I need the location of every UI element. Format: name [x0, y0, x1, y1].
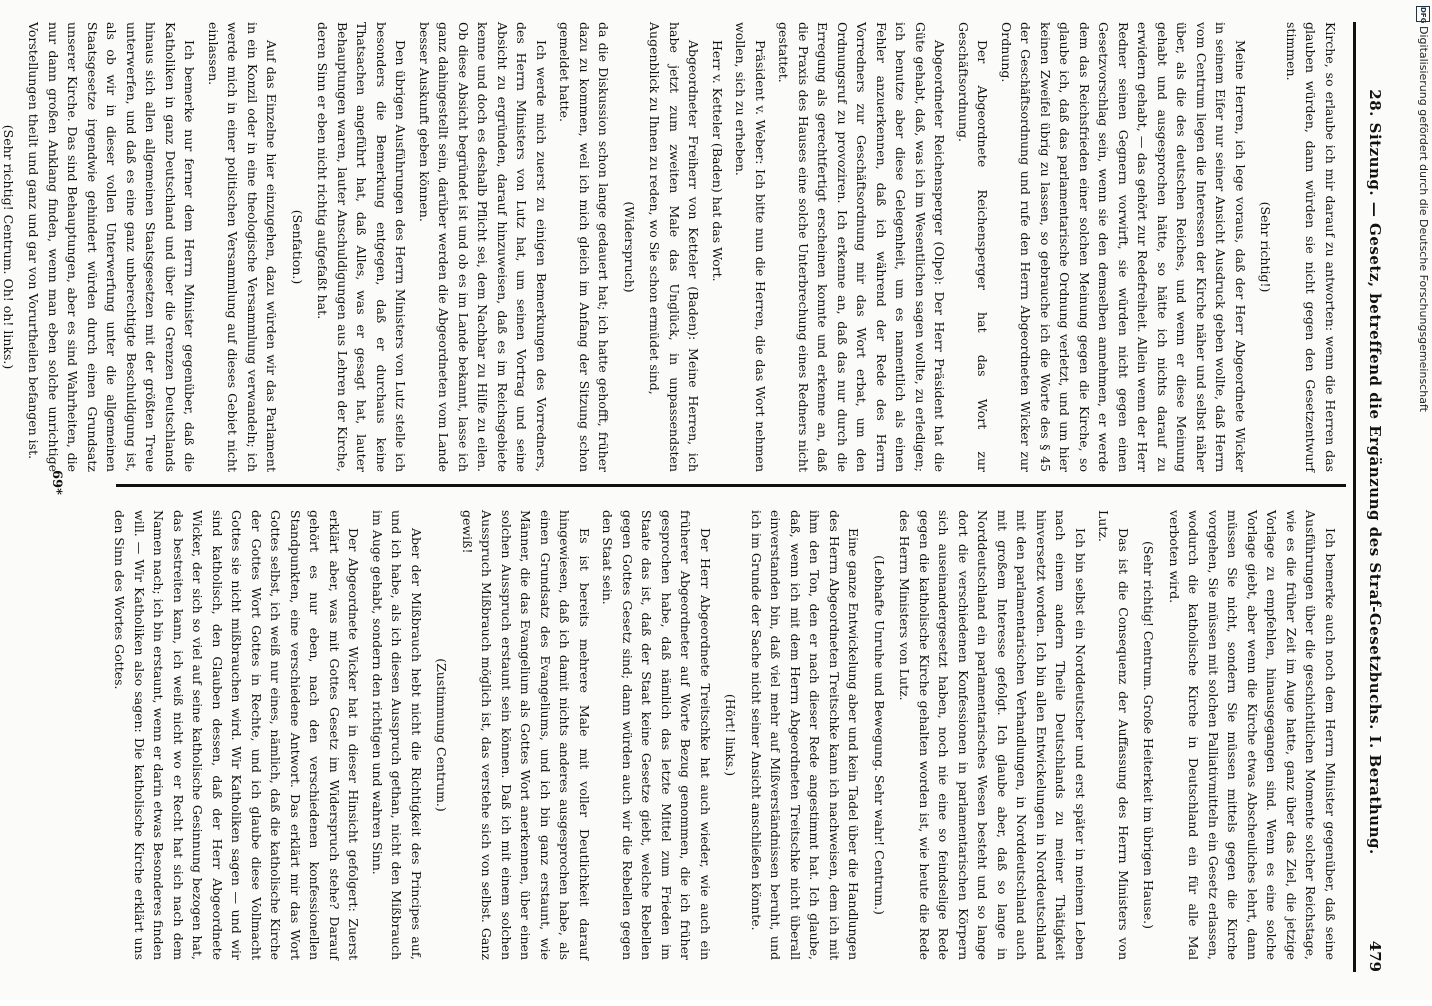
- paragraph: Eine ganze Entwickelung aber und kein Tadel über die Handlungen des Herrn Abgeordneten Treitschke kann ich nachweisen, dem ich mit ihm den Ton, den er nach dieser Rede angestimmt hat. Ich glaube, daß, wenn ich mit dem Herrn Abgeordneten Treitschke nicht überall einverstanden bin, daß viel mehr auf Mißverständnissen beruht, und ich im Grunde der Sache nicht seiner Ansicht anschließen könnte.: [749, 510, 862, 960]
- digitization-notice: Digitalisierung gefördert durch die Deutsche Forschungsgemeinschaft: [1417, 26, 1430, 412]
- interjection: (Zustimmung Centrum.): [434, 658, 450, 812]
- paragraph: Auf das Einzelne hier einzugehen, dazu würden wir das Parlament in ein Konzil oder in eine theologische Versammlung verwandeln; ich werde mich in einer politischen Versammlung auf dieses Gebiet nicht einlassen.: [206, 22, 280, 472]
- interjection: (Senfation.): [290, 209, 305, 285]
- interjection: (Hört! links.): [723, 693, 739, 777]
- interjection: (Lebhafte Unruhe und Bewegung. Sehr wahr! Centrum.): [872, 555, 887, 915]
- footer-signature-number: 69*: [49, 470, 64, 495]
- paragraph: Es ist bereits mehrere Male mit voller Deutlichkeit darauf hingewiesen, daß ich damit nichts anderes ausgesprochen habe, als einen Grundsatz des Evangeliums, und ich bin ganz erstaunt, wie Männer, die das Evangelium als Gottes Wort anerkennen, über einen solchen Ausspruch erstaunt sein können. Daß ich mit einem solchen Ausspruch Mißbrauch möglich ist, das verstehe sich von selbst. Ganz gewiß!: [460, 510, 592, 960]
- paragraph: Aber der Mißbrauch hebt nicht die Richtigkeit des Principes auf, und ich habe, als ich diesen Ausspruch gethan, nicht den Mißbrauch im Auge gehabt, sondern den richtigen und wahren Sinn.: [370, 510, 424, 960]
- paragraph: Meine Herren, ich lege voraus, daß der Herr Abgeordnete Wicker in seinem Eifer nur seiner Ansicht Ausdruck geben wollte, daß Herrn vom Centrum liegen die Interessen der Kirche näher und selbst näher über, als die des deutschen Reiches, und wenn er diese Meinung gehabt und ausgesprochen hätte, so hätte ich nichts darauf zu erwidern gehabt, — das gehört zur Redefreiheit. Allein wenn der Herr Redner seinen Gegnern vorwirft, sie würden nicht gegen einen Gesetzvorschlag sein, wenn sie den demselben annehmen, er werde dem das Reichsfrieden einer solchen Meinung gegen die Kirche, so glaube ich, daß das parlamentarische Ordnung verletzt, und um hier keinen Zweifel übrig zu lassen, so gebrauche ich die Worte des § 45 der Geschäftsordnung und rufe den Herrn Abgeordneten Wicker zur Ordnung.: [999, 22, 1248, 472]
- paragraph: Den übrigen Ausführungen des Herrn Ministers von Lutz stelle ich besonders die Bemerkung entgegen, daß er durchaus keine Thatsachen angeführt hat, daß Alles, was er gesagt hat, lauter Behauptungen waren, lauter Anschuldigungen aus Lehren der Kirche, deren Sinn er eben nicht richtig aufgefaßt hat.: [315, 22, 409, 472]
- paragraph: Ich werde mich zuerst zu einigen Bemerkungen des Vorredners, des Herrn Ministers von Lutz hat, um seinen Vortrag und seine Absicht zu ergründen, darauf hinzuweisen, daß es im Reichsgebiete kenne und doch es deshalb Pflicht sei, dem Nachbar zu Hilfe zu eilen. Ob diese Absicht begründet ist und ob es im Lande bekannt, lasse ich ganz dahingestellt sein, darüber werden die Abgeordneten vom Lande besser Auskunft geben können.: [417, 22, 549, 472]
- column-divider: [116, 484, 1346, 487]
- page-number: 479: [1366, 940, 1384, 972]
- paragraph: Der Abgeordnete Reichensperger hat das Wort zur Geschäftsordnung.: [956, 22, 991, 472]
- paragraph: Herr v. Ketteler (Baden) hat das Wort.: [710, 40, 725, 282]
- paragraph: Abgeordneter Reichensperger (Olpe): Der Herr Präsident hat die Güte gehabt, daß, was ich im Wesentlichen sagen wollte, zu erledigen; ich benutze aber diese Gelegenheit, um es namentlich als einen Fehler anzuerkennen, daß ich während der Rede des Herrn Vorredners zur Geschäftsordnung mir das Wort erbat, um den Ordnungsruf zu provoziren. Ich erkenne an, daß das nur durch die Erregung als gerechtfertigt erscheinen konnte und erkenne an, daß die Praxis des Hauses eine solche Unterbrechung eines Redners nicht gestattet.: [776, 22, 948, 472]
- running-header: [1360, 22, 1392, 972]
- interjection: (Sehr richtig! Centrum. Große Heiterkeit im übrigen Hause.): [1141, 541, 1157, 929]
- paragraph: Das ist die Consequenz der Auffassung des Herrn Ministers von Lutz.: [1096, 510, 1131, 960]
- paragraph: Ich bemerke auch noch dem Herrn Minister gegenüber, daß seine Ausführungen über die geschichtlichen Momente solcher Reichstage, wie es die früher Zeit im Auge hatte, ganz über das Ziel, die jetzige Vorlage zu empfehlen, hinausgegangen sind. Wenn es eine solche Vorlage giebt, aber wenn die Kirche etwas Abscheuliches lehrt, dann müssen Sie nicht, sondern Sie müssen mittels gegen die Kirche vorgehen, Sie müssen mit solchen Palliativmitteln ein Gesetz erlassen, wodurch die katholische Kirche in Deutschland ein für alle Mal verboten wird.: [1167, 510, 1338, 960]
- left-column: [0, 22, 1340, 472]
- interjection: (Sehr richtig!): [1258, 201, 1274, 293]
- paragraph: Der Herr Abgeordnete Treitschke hat auch wieder, wie auch ein früherer Abgeordneter auf Worte Bezug genommen, die ich früher gesprochen habe, daß nämlich das letzte Mittel zum Frieden im Staate das ist, daß der Staat keine Gesetze giebt, welche Rebellen gegen Gottes Gesetz sind; dann würden auch wir die Rebellen gegen den Staat sein.: [600, 510, 713, 960]
- header-title: 28. Sitzung. — Gesetz, betreffend die Ergänzung des Straf-Gesetzbuchs. I. Berathung.: [1366, 89, 1384, 855]
- paragraph: Ich bemerke nur ferner dem Herrn Minister gegenüber, daß die Katholiken in ganz Deutschland und über die Grenzen Deutschlands hinaus sich allen allgemeinen Staatsgesetzen mit der größten Treue unterwerfen, und daß es eine ganz unberechtigte Beschuldigung ist, als ob wir in dieser vollen Unterwerfung unter die allgemeinen Staatsgesetze irgendwie gehindert würden durch einen Grundsatz unserer Kirche. Das sind Behauptungen, aber es sind Wahrheiten, die nur dann großen Anklang finden, wenn man eben solche unrichtige Vorstellungen theilt und ganz und gar von Vorurtheilen befangen ist.: [26, 22, 198, 472]
- dfg-logo-icon: DFG: [1416, 6, 1430, 22]
- paragraph: Präsident v. Weber: Ich bitte nun die Herren, die das Wort nehmen wollen, sich zu erheben.: [733, 22, 768, 472]
- digitization-strip: [1414, 6, 1432, 1006]
- paragraph: Kirche, so erlaube ich mir darauf zu antworten: wenn die Herren das glauben würden, dann würden sie nicht gegen den Gesetzentwurf stimmen.: [1284, 22, 1338, 472]
- right-column: [106, 510, 1340, 960]
- header-rule: [1353, 22, 1356, 972]
- paragraph: da die Diskussion schon lange gedauert hat; ich hatte gehofft, früher dazu zu kommen, weil ich mich gleich im Anfang der Sitzung schon gemeldet hatte.: [557, 22, 612, 472]
- paragraph: Der Abgeordnete Wicker hat in dieser Hinsicht gefolgert: Zuerst erklärt aber, was mit Gottes Gesetz im Widerspruch stehe? Darauf gehört es nur eben, nach den verschiedenen konfessionellen Standpunkten, eine verschiedene Antwort. Das erklärt mir das Wort Gottes selbst, ich weiß nur eines, nämlich, daß die katholische Kirche der Gottes Wort Gottes in Rechte, und ich glaube diese Vollmacht Gottes sie nicht mißbrauchen wird. Wir Katholiken sagen — und wir sind katholisch, den Glauben dessen, daß der Herr Abgeordnete Wicker, der sich so viel auf seine katholische Gesinnung bezogen hat, das bestreiten kann, ich weiß nicht wo er Recht hat sich nach dem Namen nach; ich bin erstaunt, wenn er darin etwas Besonderes finden will. — Wir Katholiken also sagen: Die katholische Kirche erklärt uns den Sinn des Wortes Gottes.: [112, 510, 362, 960]
- interjection: (Sehr richtig! Centrum. Oh! oh! links.): [1, 124, 16, 370]
- paragraph: Abgeordneter Freiherr von Ketteler (Baden): Meine Herren, ich habe jetzt zum zweiten Male das Unglück, in unpassendsten Augenblick zu Ihnen zu reden, wo Sie schon ermüdet sind,: [647, 22, 702, 472]
- paragraph: Ich bin selbst ein Norddeutscher und erst später in meinem Leben nach einem andern Theile Deutschlands zu meiner Thätigkeit hinversetzt worden. Ich bin allen Entwickelungen in Norddeutschland mit den parlamentarischen Verhandlungen, in Norddeutschland auch mit großem Interesse gefolgt. Ich glaube aber, daß so lange in Norddeutschland ein parlamentarisches Wesen besteht und so lange dort die verschiedenen Konfessionen in parlamentarischen Körpern sich auseinandergesetzt haben, noch nie eine so feindselige Rede gegen die katholische Kirche gehalten worden ist, wie heute die Rede des Herrn Ministers von Lutz.: [897, 510, 1088, 960]
- interjection: (Widerspruch): [622, 201, 637, 293]
